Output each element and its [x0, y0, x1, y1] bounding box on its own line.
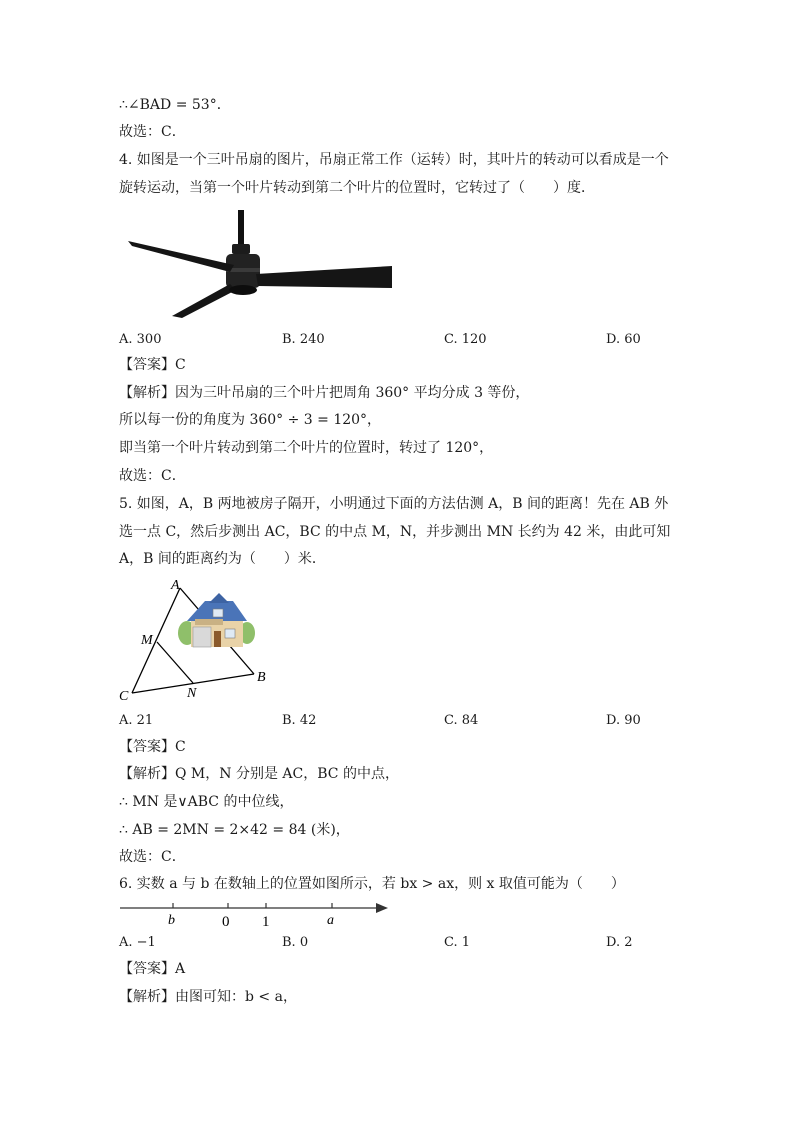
ceiling-fan-image [126, 210, 396, 320]
option-c: C. 120 [444, 332, 487, 347]
option-c: C. 84 [444, 713, 479, 728]
label-c: C [119, 689, 129, 704]
text-line: 故选：C． [119, 849, 186, 865]
option-c: C. 1 [444, 935, 471, 950]
option-b: B. 240 [282, 332, 325, 347]
analysis-line: 【解析】因为三叶吊扇的三个叶片把周角 360° 平均分成 3 等份， [119, 385, 530, 401]
option-a: A. 300 [119, 332, 162, 347]
label-a: A [171, 578, 180, 593]
option-d: D. 60 [606, 332, 641, 347]
answer-line: 【答案】A [119, 961, 186, 977]
question-5-line-1: 5. 如图，A，B 两地被房子隔开，小明通过下面的方法估测 A，B 间的距离！先在 AB 外 [119, 496, 669, 512]
answer-line: 【答案】C [119, 357, 186, 373]
answer-line: 【答案】C [119, 739, 186, 755]
analysis-line: 即当第一个叶片转动到第二个叶片的位置时，转过了 120°， [119, 440, 494, 456]
option-b: B. 42 [282, 713, 317, 728]
analysis-line: 【解析】由图可知：b < a， [119, 989, 297, 1005]
analysis-line: ∴ AB = 2MN = 2×42 = 84 (米)， [119, 822, 350, 838]
tick-label-1: 1 [262, 914, 270, 930]
analysis-line: 所以每一份的角度为 360° ÷ 3 = 120°， [119, 412, 382, 428]
analysis-line: 【解析】Q M，N 分别是 AC，BC 的中点， [119, 766, 399, 782]
label-n: N [187, 686, 197, 701]
tick-label-a: a [327, 913, 334, 928]
question-4-line-1: 4. 如图是一个三叶吊扇的图片，吊扇正常工作（运转）时，其叶片的转动可以看成是一个 [119, 152, 669, 168]
triangle-figure [115, 575, 275, 705]
analysis-line: ∴ MN 是∨ABC 的中位线， [119, 794, 294, 810]
house-icon [178, 593, 255, 647]
option-a: A. 21 [119, 713, 154, 728]
option-b: B. 0 [282, 935, 309, 950]
text-line: 故选：C． [119, 124, 186, 140]
label-b: B [257, 670, 266, 685]
label-m: M [141, 633, 153, 648]
text-line: ∴∠BAD = 53°． [119, 97, 231, 113]
tick-label-0: 0 [222, 914, 230, 930]
question-6-line-1: 6. 实数 a 与 b 在数轴上的位置如图所示，若 bx > ax，则 x 取值可能为（ ） [119, 876, 625, 892]
question-5-line-2: 选一点 C，然后步测出 AC，BC 的中点 M，N，并步测出 MN 长约为 42 米，由此可知 [119, 524, 671, 540]
question-4-line-2: 旋转运动，当第一个叶片转动到第二个叶片的位置时，它转过了（ ）度． [119, 180, 595, 196]
option-d: D. 90 [606, 713, 641, 728]
question-5-line-3: A，B 间的距离约为（ ）米． [119, 551, 326, 567]
option-d: D. 2 [606, 935, 633, 950]
number-line [118, 896, 390, 932]
text-line: 故选：C． [119, 468, 186, 484]
option-a: A. −1 [119, 935, 156, 950]
tick-label-b: b [168, 913, 175, 928]
